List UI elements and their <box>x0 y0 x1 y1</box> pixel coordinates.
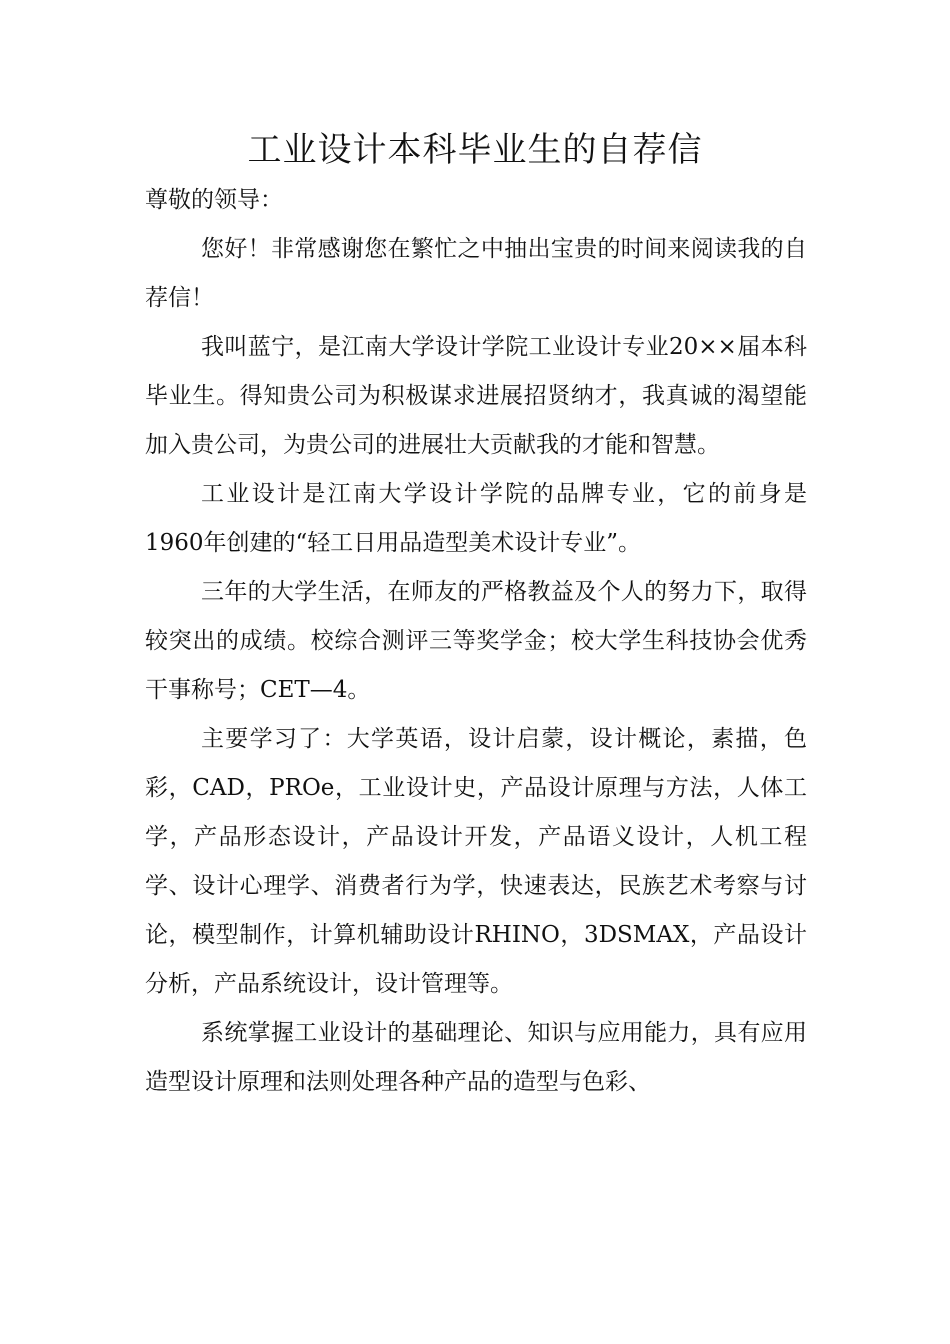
paragraph-introduction: 我叫蓝宁，是江南大学设计学院工业设计专业20××届本科毕业生。得知贵公司为积极谋求进展招贤纳才，我真诚的渴望能加入贵公司，为贵公司的进展壮大贡献我的才能和智慧。 <box>145 334 807 458</box>
paragraph-major-background: 工业设计是江南大学设计学院的品牌专业，它的前身是1960年创建的“轻工日用品造型美术设计专业”。 <box>145 481 807 556</box>
letter-body <box>145 176 807 1107</box>
paragraph-greeting: 您好！非常感谢您在繁忙之中抽出宝贵的时间来阅读我的自荐信！ <box>145 236 807 311</box>
salutation: 尊敬的领导： <box>145 187 283 213</box>
paragraph-skills: 系统掌握工业设计的基础理论、知识与应用能力，具有应用造型设计原理和法则处理各种产品的造型与色彩、 <box>145 1020 807 1095</box>
paragraph-courses: 主要学习了：大学英语，设计启蒙，设计概论，素描，色彩，CAD，PROe，工业设计史，产品设计原理与方法，人体工学，产品形态设计，产品设计开发，产品语义设计，人机工程学、设计心理学、消费者行为学，快速表达，民族艺术考察与讨论，模型制作，计算机辅助设计RHINO，3DSMAX，产品设计分析，产品系统设计，设计管理等。 <box>145 726 807 997</box>
document-title: 工业设计本科毕业生的自荐信 <box>247 130 703 170</box>
paragraph-achievements: 三年的大学生活，在师友的严格教益及个人的努力下，取得较突出的成绩。校综合测评三等奖学金；校大学生科技协会优秀干事称号；CET—4。 <box>145 579 807 703</box>
